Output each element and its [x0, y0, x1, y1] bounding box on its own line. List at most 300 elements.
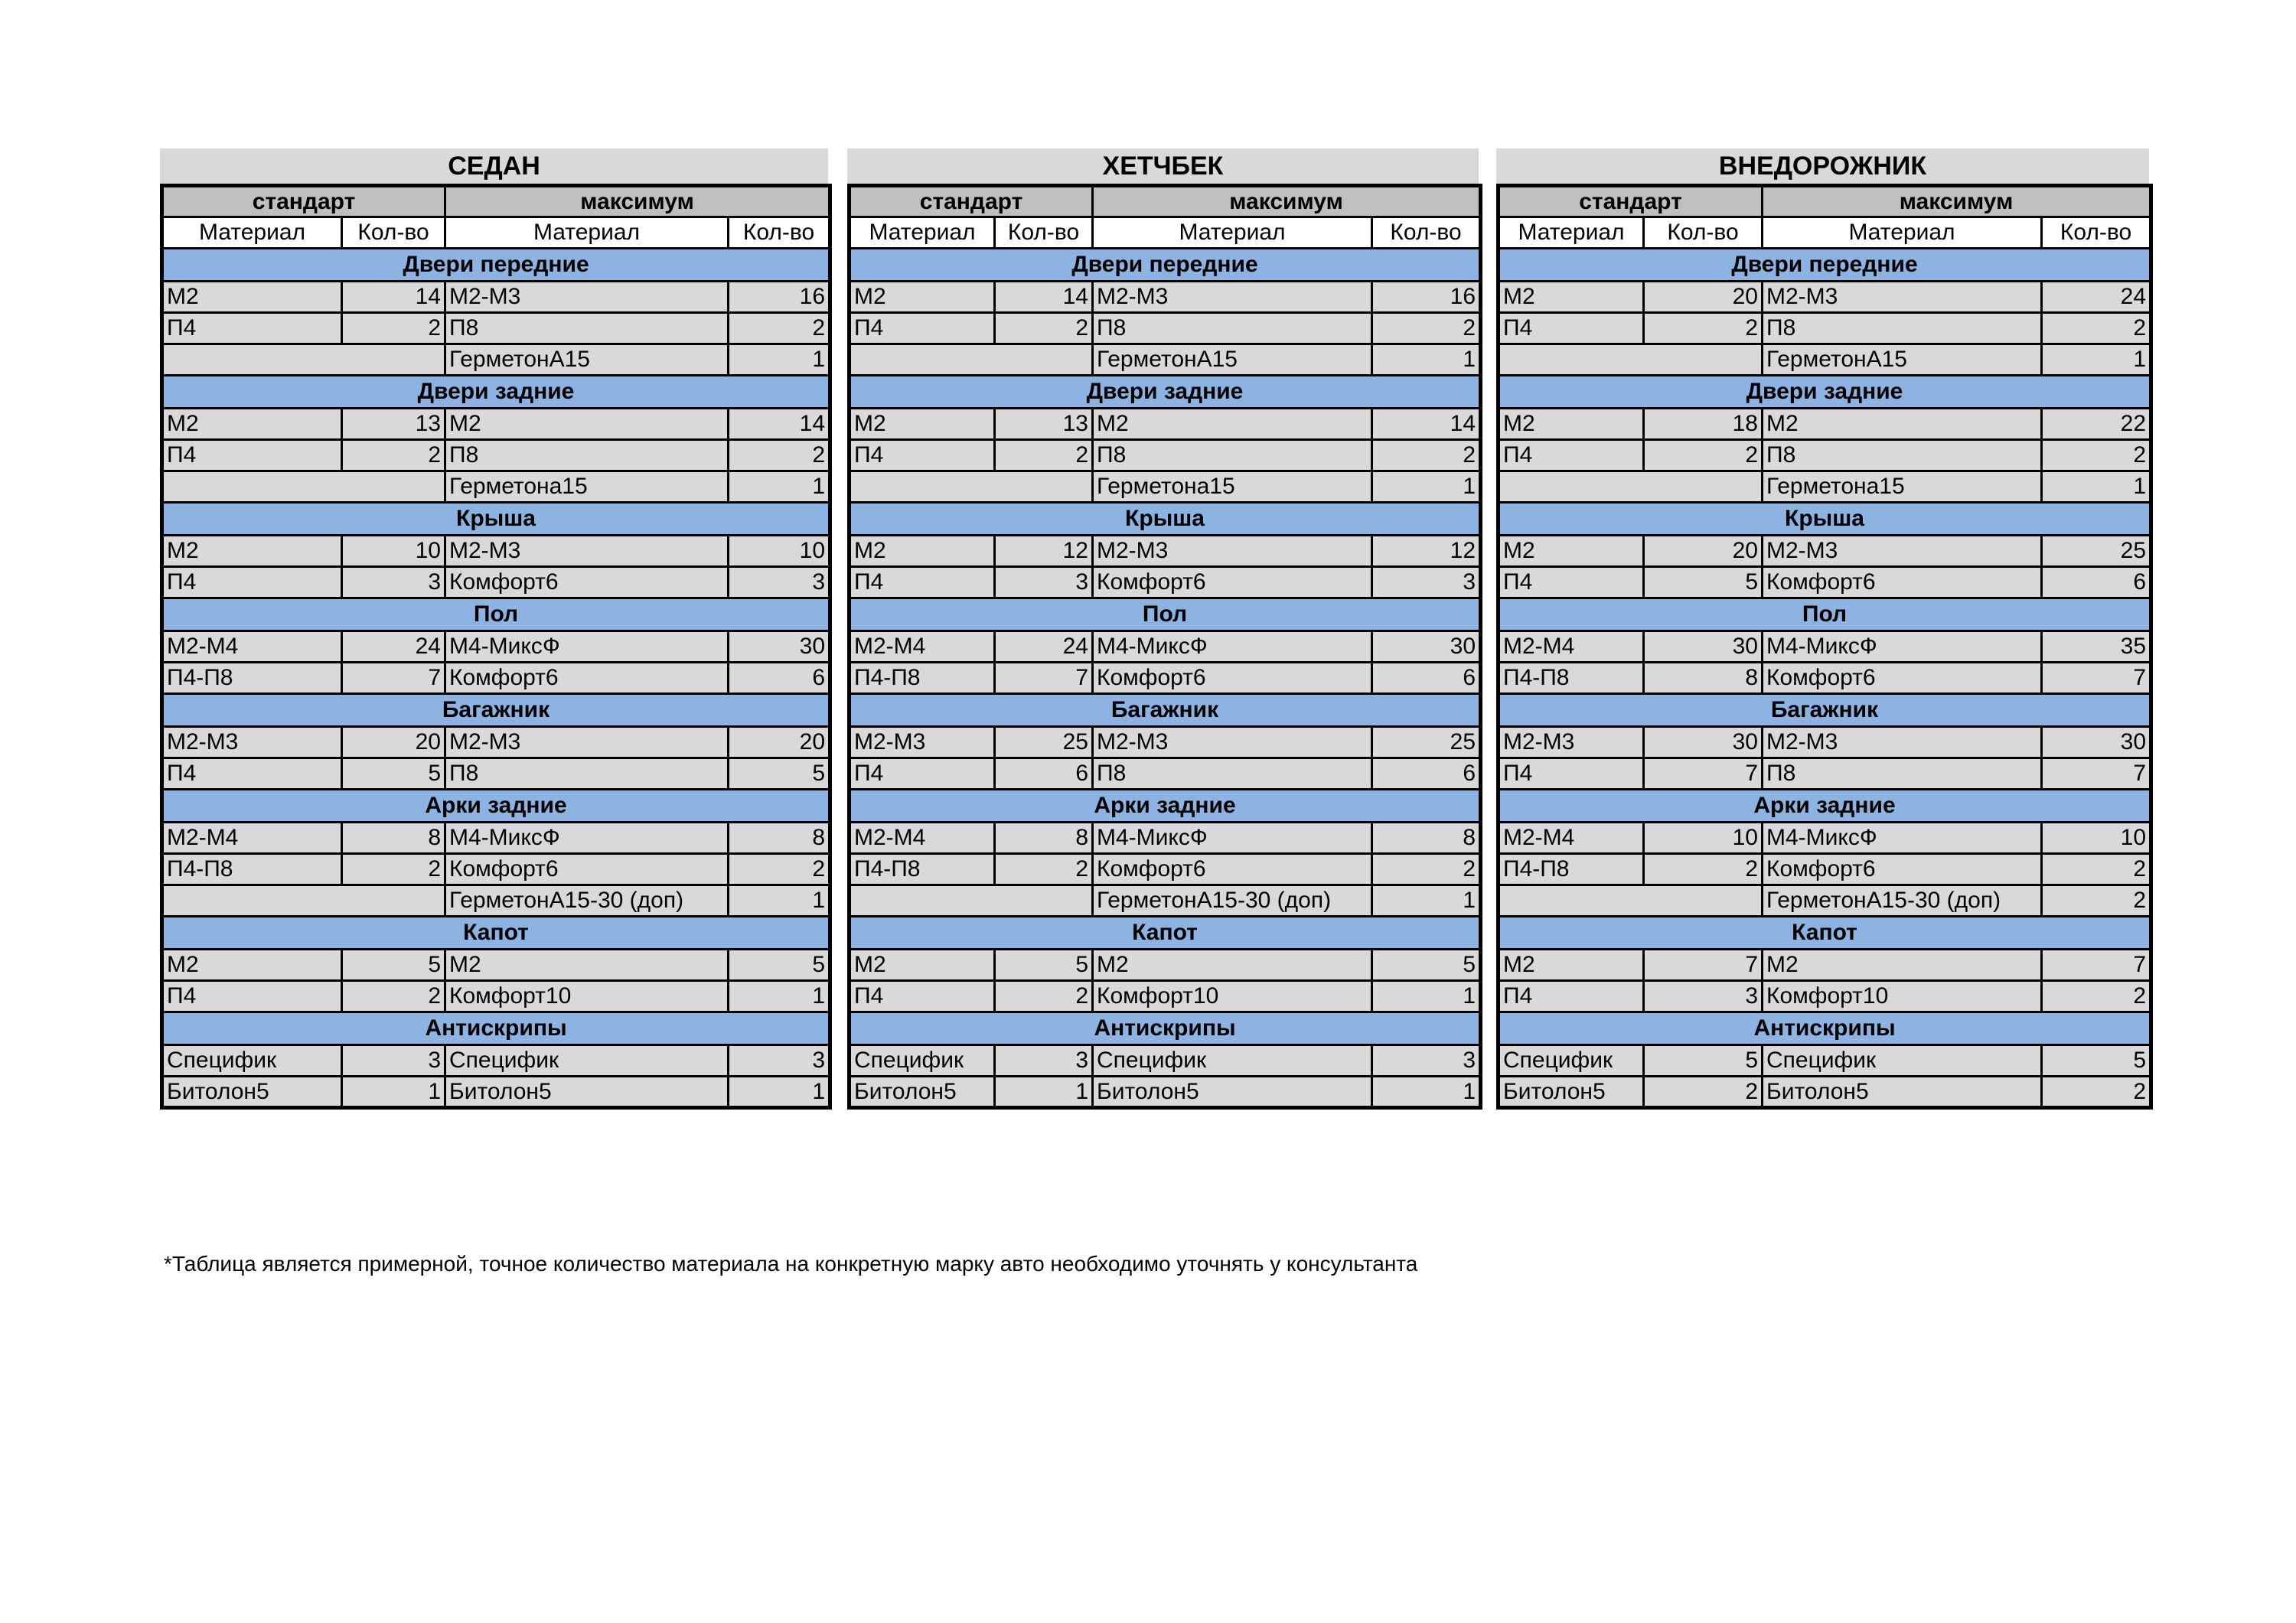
maximum-material-cell: П8	[445, 313, 729, 344]
standard-material-cell: Специфик	[1499, 1045, 1644, 1077]
standard-qty-cell: 5	[1644, 567, 1763, 598]
maximum-qty-cell: 2	[2042, 885, 2151, 917]
maximum-qty-cell: 20	[729, 727, 830, 758]
standard-material-cell: Битолон5	[162, 1077, 342, 1108]
table-row	[162, 950, 830, 981]
maximum-header: максимум	[445, 186, 830, 217]
standard-qty-cell: 2	[995, 313, 1093, 344]
standard-qty-cell: 2	[1644, 854, 1763, 885]
maximum-qty-cell: 30	[1372, 631, 1481, 663]
maximum-material-cell: М2	[1093, 409, 1372, 440]
standard-qty-cell: 24	[995, 631, 1093, 663]
section-title: Арки задние	[850, 790, 1481, 823]
maximum-header: максимум	[1093, 186, 1481, 217]
standard-qty-cell: 5	[342, 758, 445, 790]
standard-material-cell: Битолон5	[850, 1077, 995, 1108]
table-row	[162, 567, 830, 598]
section-row	[1499, 249, 2151, 282]
maximum-qty-cell: 3	[1372, 1045, 1481, 1077]
standard-material-cell: М2	[1499, 409, 1644, 440]
section-row	[162, 503, 830, 536]
table-row	[162, 1077, 830, 1108]
maximum-header: максимум	[1763, 186, 2151, 217]
standard-material-cell: П4	[850, 981, 995, 1012]
section-title: Капот	[850, 917, 1481, 950]
maximum-material-cell: М2-М3	[445, 727, 729, 758]
standard-material-cell: П4	[850, 313, 995, 344]
car-block-sedan	[160, 148, 828, 1110]
empty-standard-cell	[162, 344, 445, 376]
material-column-header: Материал	[1499, 217, 1644, 249]
table-row	[850, 440, 1481, 471]
standard-material-cell: П4	[850, 567, 995, 598]
maximum-material-cell: Битолон5	[445, 1077, 729, 1108]
table-row	[1499, 758, 2151, 790]
standard-material-cell: Специфик	[162, 1045, 342, 1077]
empty-standard-cell	[850, 885, 1093, 917]
table-row	[850, 471, 1481, 503]
standard-qty-cell: 2	[995, 440, 1093, 471]
section-row	[850, 249, 1481, 282]
table-row	[1499, 440, 2151, 471]
maximum-qty-cell: 1	[1372, 471, 1481, 503]
table-row	[850, 313, 1481, 344]
section-title: Двери задние	[162, 376, 830, 409]
table-row	[162, 823, 830, 854]
section-row	[850, 598, 1481, 631]
section-row	[1499, 1012, 2151, 1045]
maximum-material-cell: М4-МиксФ	[445, 823, 729, 854]
standard-material-cell: П4-П8	[1499, 854, 1644, 885]
table-row	[1499, 854, 2151, 885]
standard-qty-cell: 2	[995, 981, 1093, 1012]
section-row	[162, 694, 830, 727]
maximum-qty-cell: 16	[729, 282, 830, 313]
empty-standard-cell	[1499, 885, 1763, 917]
table-row	[1499, 567, 2151, 598]
maximum-material-cell: П8	[1763, 440, 2042, 471]
section-title: Антискрипы	[1499, 1012, 2151, 1045]
table-row	[1499, 344, 2151, 376]
maximum-qty-cell: 2	[729, 440, 830, 471]
table-row	[850, 885, 1481, 917]
maximum-qty-cell: 1	[729, 344, 830, 376]
section-title: Арки задние	[1499, 790, 2151, 823]
maximum-material-cell: М2	[1093, 950, 1372, 981]
table-row	[850, 536, 1481, 567]
standard-qty-cell: 2	[1644, 313, 1763, 344]
material-column-header: Материал	[850, 217, 995, 249]
table-row	[162, 727, 830, 758]
maximum-qty-cell: 1	[1372, 344, 1481, 376]
maximum-material-cell: М2	[1763, 409, 2042, 440]
maximum-qty-cell: 25	[2042, 536, 2151, 567]
empty-standard-cell	[850, 471, 1093, 503]
standard-material-cell: М2-М4	[1499, 631, 1644, 663]
material-table	[1496, 184, 2153, 1110]
level-header-row	[850, 186, 1481, 217]
maximum-qty-cell: 1	[1372, 981, 1481, 1012]
standard-qty-cell: 1	[342, 1077, 445, 1108]
standard-material-cell: Битолон5	[1499, 1077, 1644, 1108]
maximum-material-cell: М4-МиксФ	[1763, 823, 2042, 854]
car-block-suv	[1496, 148, 2149, 1110]
column-header-row	[850, 217, 1481, 249]
standard-qty-cell: 24	[342, 631, 445, 663]
maximum-qty-cell: 10	[729, 536, 830, 567]
standard-material-cell: М2	[162, 282, 342, 313]
maximum-qty-cell: 7	[2042, 758, 2151, 790]
maximum-material-cell: М2-М3	[445, 536, 729, 567]
standard-material-cell: П4-П8	[162, 854, 342, 885]
section-row	[850, 790, 1481, 823]
maximum-qty-cell: 2	[2042, 1077, 2151, 1108]
empty-standard-cell	[850, 344, 1093, 376]
maximum-material-cell: П8	[1093, 313, 1372, 344]
section-title: Двери задние	[1499, 376, 2151, 409]
maximum-qty-cell: 5	[729, 758, 830, 790]
empty-standard-cell	[162, 885, 445, 917]
table-row	[1499, 631, 2151, 663]
maximum-material-cell: ГерметонА15	[445, 344, 729, 376]
section-row	[850, 503, 1481, 536]
level-header-row	[162, 186, 830, 217]
maximum-material-cell: ГерметонА15-30 (доп)	[445, 885, 729, 917]
standard-material-cell: М2	[1499, 536, 1644, 567]
maximum-material-cell: М4-МиксФ	[1093, 631, 1372, 663]
section-row	[162, 249, 830, 282]
standard-qty-cell: 2	[342, 313, 445, 344]
standard-material-cell: П4-П8	[1499, 663, 1644, 694]
standard-material-cell: П4	[162, 313, 342, 344]
maximum-material-cell: П8	[445, 758, 729, 790]
standard-material-cell: М2	[162, 409, 342, 440]
qty-column-header: Кол-во	[729, 217, 830, 249]
table-row	[1499, 950, 2151, 981]
maximum-material-cell: М4-МиксФ	[445, 631, 729, 663]
section-title: Двери передние	[1499, 249, 2151, 282]
maximum-qty-cell: 2	[729, 313, 830, 344]
standard-qty-cell: 3	[1644, 981, 1763, 1012]
standard-qty-cell: 6	[995, 758, 1093, 790]
table-row	[850, 344, 1481, 376]
table-row	[850, 567, 1481, 598]
standard-qty-cell: 5	[1644, 1045, 1763, 1077]
standard-material-cell: П4	[1499, 567, 1644, 598]
standard-qty-cell: 12	[995, 536, 1093, 567]
maximum-qty-cell: 1	[729, 981, 830, 1012]
material-column-header: Материал	[445, 217, 729, 249]
maximum-qty-cell: 16	[1372, 282, 1481, 313]
maximum-material-cell: Специфик	[445, 1045, 729, 1077]
maximum-qty-cell: 10	[2042, 823, 2151, 854]
maximum-material-cell: Комфорт6	[1093, 567, 1372, 598]
standard-qty-cell: 8	[1644, 663, 1763, 694]
maximum-qty-cell: 8	[729, 823, 830, 854]
standard-qty-cell: 5	[342, 950, 445, 981]
column-header-row	[162, 217, 830, 249]
section-row	[850, 694, 1481, 727]
material-column-header: Материал	[1763, 217, 2042, 249]
standard-qty-cell: 5	[995, 950, 1093, 981]
table-row	[850, 631, 1481, 663]
section-title: Двери передние	[162, 249, 830, 282]
section-title: Двери задние	[850, 376, 1481, 409]
maximum-qty-cell: 2	[1372, 440, 1481, 471]
qty-column-header: Кол-во	[1644, 217, 1763, 249]
standard-material-cell: П4	[1499, 758, 1644, 790]
maximum-material-cell: Герметона15	[445, 471, 729, 503]
table-row	[1499, 1045, 2151, 1077]
standard-material-cell: П4	[850, 440, 995, 471]
table-row	[850, 758, 1481, 790]
table-row	[1499, 981, 2151, 1012]
section-row	[850, 1012, 1481, 1045]
standard-material-cell: М2	[850, 950, 995, 981]
standard-qty-cell: 14	[342, 282, 445, 313]
standard-material-cell: П4-П8	[850, 663, 995, 694]
standard-qty-cell: 10	[1644, 823, 1763, 854]
maximum-material-cell: М2	[1763, 950, 2042, 981]
maximum-material-cell: Комфорт10	[1093, 981, 1372, 1012]
standard-material-cell: П4	[1499, 981, 1644, 1012]
table-row	[1499, 282, 2151, 313]
table-row	[162, 440, 830, 471]
standard-qty-cell: 2	[1644, 1077, 1763, 1108]
table-row	[850, 1077, 1481, 1108]
maximum-qty-cell: 2	[1372, 854, 1481, 885]
maximum-qty-cell: 3	[1372, 567, 1481, 598]
standard-qty-cell: 7	[1644, 758, 1763, 790]
standard-material-cell: П4	[1499, 440, 1644, 471]
maximum-qty-cell: 5	[1372, 950, 1481, 981]
standard-material-cell: М2-М4	[850, 631, 995, 663]
table-row	[162, 1045, 830, 1077]
maximum-qty-cell: 3	[729, 567, 830, 598]
table-row	[162, 471, 830, 503]
table-row	[1499, 663, 2151, 694]
car-title: СЕДАН	[160, 148, 828, 184]
maximum-qty-cell: 30	[729, 631, 830, 663]
standard-qty-cell: 18	[1644, 409, 1763, 440]
section-row	[162, 917, 830, 950]
table-row	[1499, 471, 2151, 503]
table-row	[850, 823, 1481, 854]
section-title: Капот	[1499, 917, 2151, 950]
standard-qty-cell: 20	[342, 727, 445, 758]
maximum-qty-cell: 2	[729, 854, 830, 885]
maximum-qty-cell: 25	[1372, 727, 1481, 758]
standard-qty-cell: 2	[995, 854, 1093, 885]
maximum-material-cell: М2-М3	[1093, 727, 1372, 758]
standard-material-cell: М2	[850, 409, 995, 440]
maximum-qty-cell: 2	[2042, 440, 2151, 471]
maximum-material-cell: Герметона15	[1763, 471, 2042, 503]
standard-material-cell: Специфик	[850, 1045, 995, 1077]
table-row	[162, 631, 830, 663]
standard-material-cell: М2-М3	[850, 727, 995, 758]
table-row	[850, 981, 1481, 1012]
car-title: ХЕТЧБЕК	[847, 148, 1479, 184]
standard-material-cell: М2	[162, 536, 342, 567]
standard-qty-cell: 8	[342, 823, 445, 854]
section-row	[1499, 598, 2151, 631]
maximum-material-cell: П8	[1763, 313, 2042, 344]
maximum-material-cell: Комфорт6	[445, 567, 729, 598]
car-block-hatchback	[847, 148, 1479, 1110]
maximum-qty-cell: 2	[2042, 981, 2151, 1012]
table-row	[162, 758, 830, 790]
table-row	[162, 344, 830, 376]
maximum-material-cell: Специфик	[1093, 1045, 1372, 1077]
maximum-material-cell: ГерметонА15-30 (доп)	[1763, 885, 2042, 917]
standard-qty-cell: 3	[995, 567, 1093, 598]
section-row	[850, 376, 1481, 409]
standard-qty-cell: 1	[995, 1077, 1093, 1108]
maximum-material-cell: Битолон5	[1763, 1077, 2042, 1108]
section-row	[1499, 694, 2151, 727]
standard-material-cell: П4	[162, 440, 342, 471]
maximum-qty-cell: 1	[729, 471, 830, 503]
standard-header: стандарт	[850, 186, 1093, 217]
footnote: *Таблица является примерной, точное количество материала на конкретную марку авто необходимо уточнять у консультанта	[164, 1252, 1418, 1276]
section-title: Арки задние	[162, 790, 830, 823]
standard-qty-cell: 3	[995, 1045, 1093, 1077]
table-row	[850, 854, 1481, 885]
standard-material-cell: П4	[1499, 313, 1644, 344]
maximum-qty-cell: 7	[2042, 950, 2151, 981]
standard-qty-cell: 2	[342, 854, 445, 885]
standard-qty-cell: 8	[995, 823, 1093, 854]
maximum-material-cell: ГерметонА15-30 (доп)	[1093, 885, 1372, 917]
standard-material-cell: М2-М4	[162, 631, 342, 663]
maximum-qty-cell: 6	[729, 663, 830, 694]
qty-column-header: Кол-во	[2042, 217, 2151, 249]
standard-material-cell: М2-М4	[850, 823, 995, 854]
maximum-material-cell: П8	[1093, 440, 1372, 471]
standard-qty-cell: 20	[1644, 282, 1763, 313]
maximum-qty-cell: 1	[729, 885, 830, 917]
standard-qty-cell: 30	[1644, 727, 1763, 758]
standard-qty-cell: 7	[1644, 950, 1763, 981]
section-row	[162, 790, 830, 823]
section-title: Антискрипы	[850, 1012, 1481, 1045]
standard-material-cell: М2	[1499, 282, 1644, 313]
table-row	[162, 885, 830, 917]
standard-material-cell: М2	[850, 282, 995, 313]
standard-qty-cell: 7	[995, 663, 1093, 694]
maximum-qty-cell: 35	[2042, 631, 2151, 663]
maximum-material-cell: Комфорт6	[1763, 567, 2042, 598]
maximum-material-cell: М2	[445, 409, 729, 440]
maximum-material-cell: М2-М3	[1093, 282, 1372, 313]
maximum-material-cell: М2-М3	[1763, 536, 2042, 567]
standard-material-cell: М2	[162, 950, 342, 981]
table-row	[162, 854, 830, 885]
maximum-qty-cell: 1	[2042, 471, 2151, 503]
standard-qty-cell: 20	[1644, 536, 1763, 567]
table-row	[850, 727, 1481, 758]
maximum-material-cell: Комфорт10	[445, 981, 729, 1012]
maximum-qty-cell: 3	[729, 1045, 830, 1077]
section-title: Пол	[1499, 598, 2151, 631]
material-table	[160, 184, 832, 1110]
standard-qty-cell: 2	[1644, 440, 1763, 471]
maximum-qty-cell: 1	[729, 1077, 830, 1108]
standard-qty-cell: 2	[342, 440, 445, 471]
standard-qty-cell: 10	[342, 536, 445, 567]
table-row	[162, 282, 830, 313]
section-title: Багажник	[850, 694, 1481, 727]
maximum-material-cell: Комфорт6	[445, 854, 729, 885]
maximum-qty-cell: 2	[2042, 313, 2151, 344]
table-row	[850, 663, 1481, 694]
maximum-qty-cell: 7	[2042, 663, 2151, 694]
section-title: Двери передние	[850, 249, 1481, 282]
standard-material-cell: П4	[162, 981, 342, 1012]
standard-qty-cell: 7	[342, 663, 445, 694]
empty-standard-cell	[1499, 344, 1763, 376]
maximum-material-cell: Комфорт6	[1093, 854, 1372, 885]
table-row	[850, 409, 1481, 440]
section-row	[1499, 376, 2151, 409]
section-row	[162, 376, 830, 409]
standard-qty-cell: 30	[1644, 631, 1763, 663]
table-row	[850, 950, 1481, 981]
table-row	[162, 409, 830, 440]
standard-header: стандарт	[1499, 186, 1763, 217]
section-row	[1499, 917, 2151, 950]
qty-column-header: Кол-во	[1372, 217, 1481, 249]
car-title: ВНЕДОРОЖНИК	[1496, 148, 2149, 184]
maximum-material-cell: П8	[1093, 758, 1372, 790]
standard-material-cell: М2-М4	[1499, 823, 1644, 854]
section-title: Багажник	[162, 694, 830, 727]
standard-qty-cell: 25	[995, 727, 1093, 758]
table-row	[1499, 313, 2151, 344]
standard-material-cell: М2-М4	[162, 823, 342, 854]
standard-material-cell: М2-М3	[162, 727, 342, 758]
maximum-qty-cell: 30	[2042, 727, 2151, 758]
maximum-qty-cell: 2	[2042, 854, 2151, 885]
table-row	[850, 1045, 1481, 1077]
qty-column-header: Кол-во	[995, 217, 1093, 249]
section-row	[1499, 503, 2151, 536]
maximum-material-cell: Комфорт6	[1093, 663, 1372, 694]
standard-qty-cell: 3	[342, 1045, 445, 1077]
empty-standard-cell	[162, 471, 445, 503]
maximum-qty-cell: 5	[729, 950, 830, 981]
maximum-material-cell: ГерметонА15	[1093, 344, 1372, 376]
maximum-material-cell: М2-М3	[1093, 536, 1372, 567]
standard-material-cell: П4-П8	[850, 854, 995, 885]
material-column-header: Материал	[1093, 217, 1372, 249]
standard-qty-cell: 2	[342, 981, 445, 1012]
maximum-qty-cell: 22	[2042, 409, 2151, 440]
standard-material-cell: М2	[850, 536, 995, 567]
section-row	[162, 598, 830, 631]
table-row	[162, 981, 830, 1012]
maximum-qty-cell: 8	[1372, 823, 1481, 854]
maximum-material-cell: П8	[445, 440, 729, 471]
standard-material-cell: М2	[1499, 950, 1644, 981]
maximum-qty-cell: 1	[1372, 1077, 1481, 1108]
maximum-qty-cell: 14	[1372, 409, 1481, 440]
material-table	[847, 184, 1482, 1110]
maximum-qty-cell: 6	[1372, 663, 1481, 694]
material-column-header: Материал	[162, 217, 342, 249]
section-title: Крыша	[1499, 503, 2151, 536]
